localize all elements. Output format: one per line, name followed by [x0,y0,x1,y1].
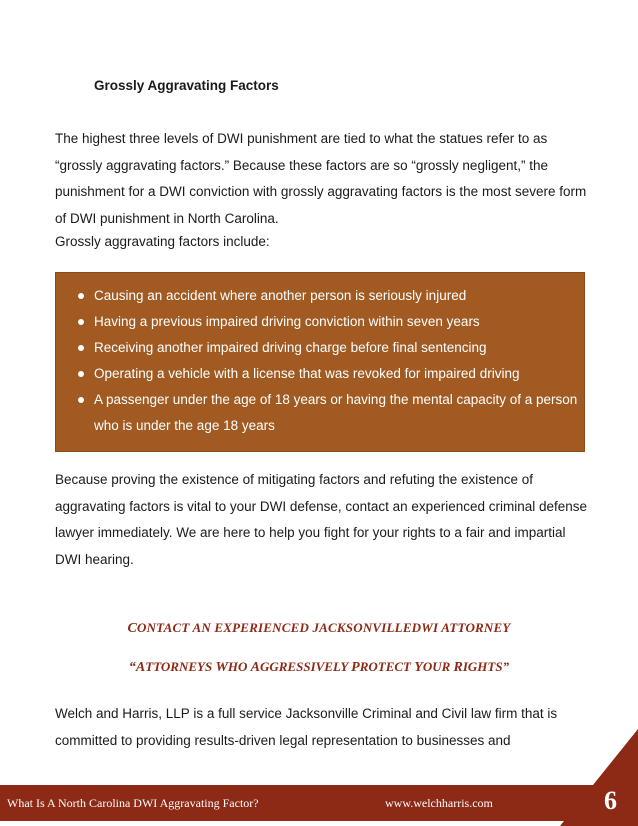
tagline-part: GGRESSIVELY [259,659,352,674]
factors-box [55,272,585,452]
contact-heading-initial: C [127,621,137,636]
list-item: A passenger under the age of 18 years or having the mental capacity of a person who is under the age 18 years [78,387,578,439]
tagline-part: OUR [422,659,454,674]
firm-paragraph: Welch and Harris, LLP is a full service Jacksonville Criminal and Civil law firm that is committed to providing results-driven legal representation to businesses and [55,706,558,748]
contact-heading-rest: ONTACT AN EXPERIENCED JACKSONVILLEDWI ATTORNEY [137,620,511,635]
tagline-part: R [453,660,463,675]
list-lead-text: Grossly aggravating factors include: [55,234,270,249]
list-item: Operating a vehicle with a license that was revoked for impaired driving [78,361,578,387]
tagline [0,659,638,676]
tagline-part: Y [414,660,423,675]
factors-list [78,283,578,439]
closing-paragraph: Because proving the existence of mitigating factors and refuting the existence of aggravating factors is vital to your DWI defense, contact an experienced criminal defense lawyer immediately. We are here to help you fight for your rights to a fair and impartial DWI hearing. [55,472,588,567]
footer-document-title: What Is A North Carolina DWI Aggravating Factor? [7,796,259,810]
tagline-part: HO [227,659,251,674]
tagline-part: TTORNEYS [145,659,216,674]
list-item: Having a previous impaired driving conviction within seven years [78,309,578,335]
list-item: Receiving another impaired driving charge before final sentencing [78,335,578,361]
tagline-part: W [215,660,228,675]
page-number: 6 [604,786,617,815]
intro-paragraph: The highest three levels of DWI punishment are tied to what the statues refer to as “grossly aggravating factors.” Because these factors are so “grossly negligent,” the punishment for a DWI conviction with grossly aggravating factors is the most severe form of DWI punishment in North Carolina. [55,131,587,226]
tagline-part: IGHTS” [462,659,510,674]
section-heading: Grossly Aggravating Factors [94,78,279,93]
contact-heading [0,620,638,637]
corner-triangle-decoration [560,729,638,826]
tagline-part: “A [128,660,146,675]
list-item: Causing an accident where another person is seriously injured [78,283,578,309]
tagline-part: A [250,660,260,675]
tagline-part: ROTECT [359,659,415,674]
footer-website-link[interactable]: www.welchharris.com [385,796,493,810]
tagline-part: P [351,660,360,675]
